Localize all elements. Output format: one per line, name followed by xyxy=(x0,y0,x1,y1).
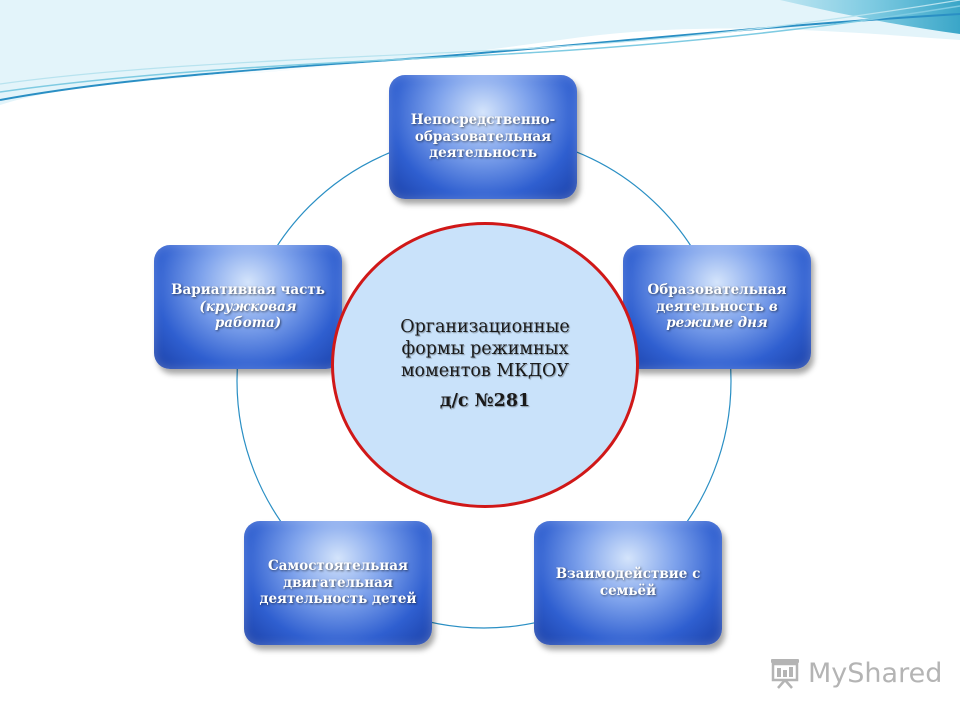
myshared-watermark xyxy=(768,656,942,690)
node-independent-motor-activity xyxy=(244,521,432,645)
node-1-text: Непосредственно-образовательная деятельность xyxy=(410,111,556,162)
node-5-text: Вариативная часть (кружковая работа) xyxy=(171,281,325,332)
node-family-interaction xyxy=(534,521,722,645)
node-variable-part-clubs xyxy=(154,245,342,369)
center-title-line-1: Организационные xyxy=(400,317,570,338)
node-educational-activity-daily-routine xyxy=(623,245,811,369)
watermark-text: MyShared xyxy=(808,657,943,689)
node-3-text: Взаимодействие с семьёй xyxy=(555,566,701,599)
center-circle xyxy=(331,222,639,508)
center-title-line-3: моментов МКДОУ xyxy=(400,361,570,381)
center-subtitle: д/с №281 xyxy=(439,390,531,411)
center-title-line-2: формы режимных xyxy=(401,339,569,360)
projector-screen-icon xyxy=(768,656,802,690)
node-direct-educational-activity xyxy=(389,75,577,199)
node-2-text: Образовательная деятельность в режиме дня xyxy=(647,281,787,332)
node-4-text: Самостоятельная двигательная деятельность детей xyxy=(259,557,417,608)
